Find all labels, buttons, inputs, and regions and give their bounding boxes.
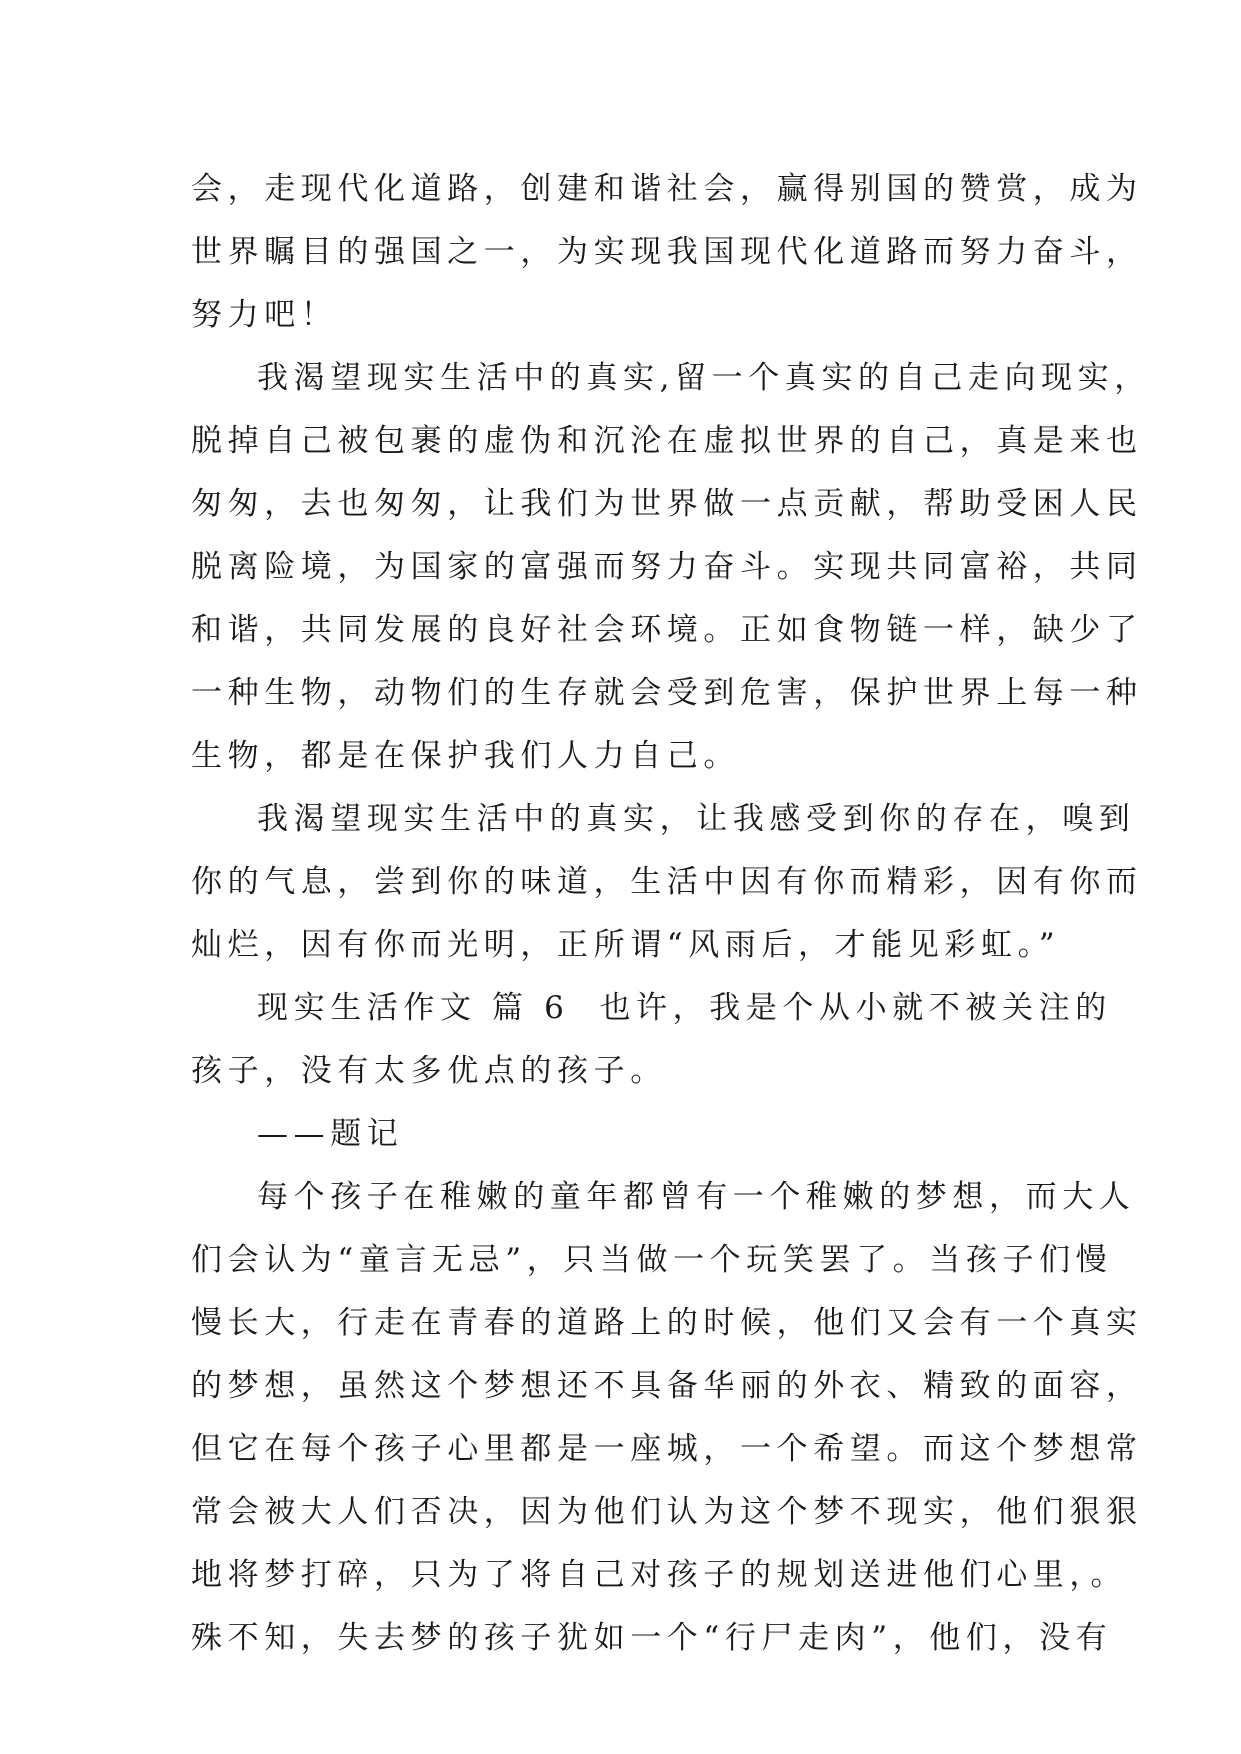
text-line [191, 1103, 1071, 1166]
text-line [191, 1355, 1143, 1418]
text-line-content: 我渴望现实生活中的真实，让我感受到你的存在，嗅到 [257, 801, 1136, 837]
text-line [191, 347, 1151, 410]
text-line [191, 158, 1143, 221]
text-line-content: 世界瞩目的强国之一，为实现我国现代化道路而努力奋斗， [191, 234, 1143, 270]
text-line-content: ——题记 [257, 1116, 404, 1152]
text-line [191, 662, 1143, 725]
text-line [191, 788, 1136, 851]
text-line [191, 1481, 1143, 1544]
text-line-content: 地将梦打碎，只为了将自己对孩子的规划送进他们心里，。 [191, 1557, 1128, 1593]
text-line-content: 慢长大，行走在青春的道路上的时候，他们又会有一个真实 [191, 1305, 1143, 1341]
text-line [191, 1607, 1113, 1670]
text-line [191, 536, 1143, 599]
text-line [191, 410, 1143, 473]
text-line-content: 会，走现代化道路，创建和谐社会，赢得别国的赞赏，成为 [191, 171, 1143, 207]
text-line-content: 匆匆，去也匆匆，让我们为世界做一点贡献，帮助受困人民 [191, 486, 1143, 522]
text-line [191, 1292, 1143, 1355]
text-line-content: 我渴望现实生活中的真实,留一个真实的自己走向现实， [257, 360, 1151, 396]
text-line-content: 生物，都是在保护我们人力自己。 [191, 738, 740, 774]
text-line [191, 284, 1071, 347]
text-line-content: 现实生活作文 篇 6 [257, 990, 570, 1026]
text-line-content: 殊不知，失去梦的孩子犹如一个“行尸走肉”，他们，没有 [191, 1620, 1113, 1656]
text-line [191, 1229, 1113, 1292]
text-line-content: 你的气息，尝到你的味道，生活中因有你而精彩，因有你而 [191, 864, 1143, 900]
document-body [191, 158, 1151, 1670]
text-line [191, 221, 1143, 284]
text-line-content: 但它在每个孩子心里都是一座城，一个希望。而这个梦想常 [191, 1431, 1143, 1467]
text-line [191, 725, 1071, 788]
text-line-content: 每个孩子在稚嫩的童年都曾有一个稚嫩的梦想，而大人 [257, 1179, 1136, 1215]
text-line [191, 1418, 1143, 1481]
text-line-content: 脱离险境，为国家的富强而努力奋斗。实现共同富裕，共同 [191, 549, 1143, 585]
text-line-content: 的梦想，虽然这个梦想还不具备华丽的外衣、精致的面容， [191, 1368, 1143, 1404]
text-line [191, 1040, 1071, 1103]
text-line [191, 851, 1143, 914]
text-line [191, 1544, 1128, 1607]
text-line-content: 孩子，没有太多优点的孩子。 [191, 1053, 667, 1089]
text-line [191, 599, 1143, 662]
text-line-content: 们会认为“童言无忌”，只当做一个玩笑罢了。当孩子们慢 [191, 1242, 1113, 1278]
text-line [191, 914, 1071, 977]
text-line-trailing: 也许，我是个从小就不被关注的 [599, 990, 1112, 1026]
text-line [191, 473, 1143, 536]
text-line [191, 1166, 1136, 1229]
text-line-content: 常会被大人们否决，因为他们认为这个梦不现实，他们狠狠 [191, 1494, 1143, 1530]
text-line-content: 一种生物，动物们的生存就会受到危害，保护世界上每一种 [191, 675, 1143, 711]
text-line-content: 和谐，共同发展的良好社会环境。正如食物链一样，缺少了 [191, 612, 1143, 648]
text-line-content: 努力吧！ [191, 297, 338, 333]
text-line-content: 灿烂，因有你而光明，正所谓“风雨后，才能见彩虹。” [191, 927, 1061, 963]
text-line-content: 脱掉自己被包裹的虚伪和沉沦在虚拟世界的自己，真是来也 [191, 423, 1143, 459]
text-line [191, 977, 1112, 1040]
